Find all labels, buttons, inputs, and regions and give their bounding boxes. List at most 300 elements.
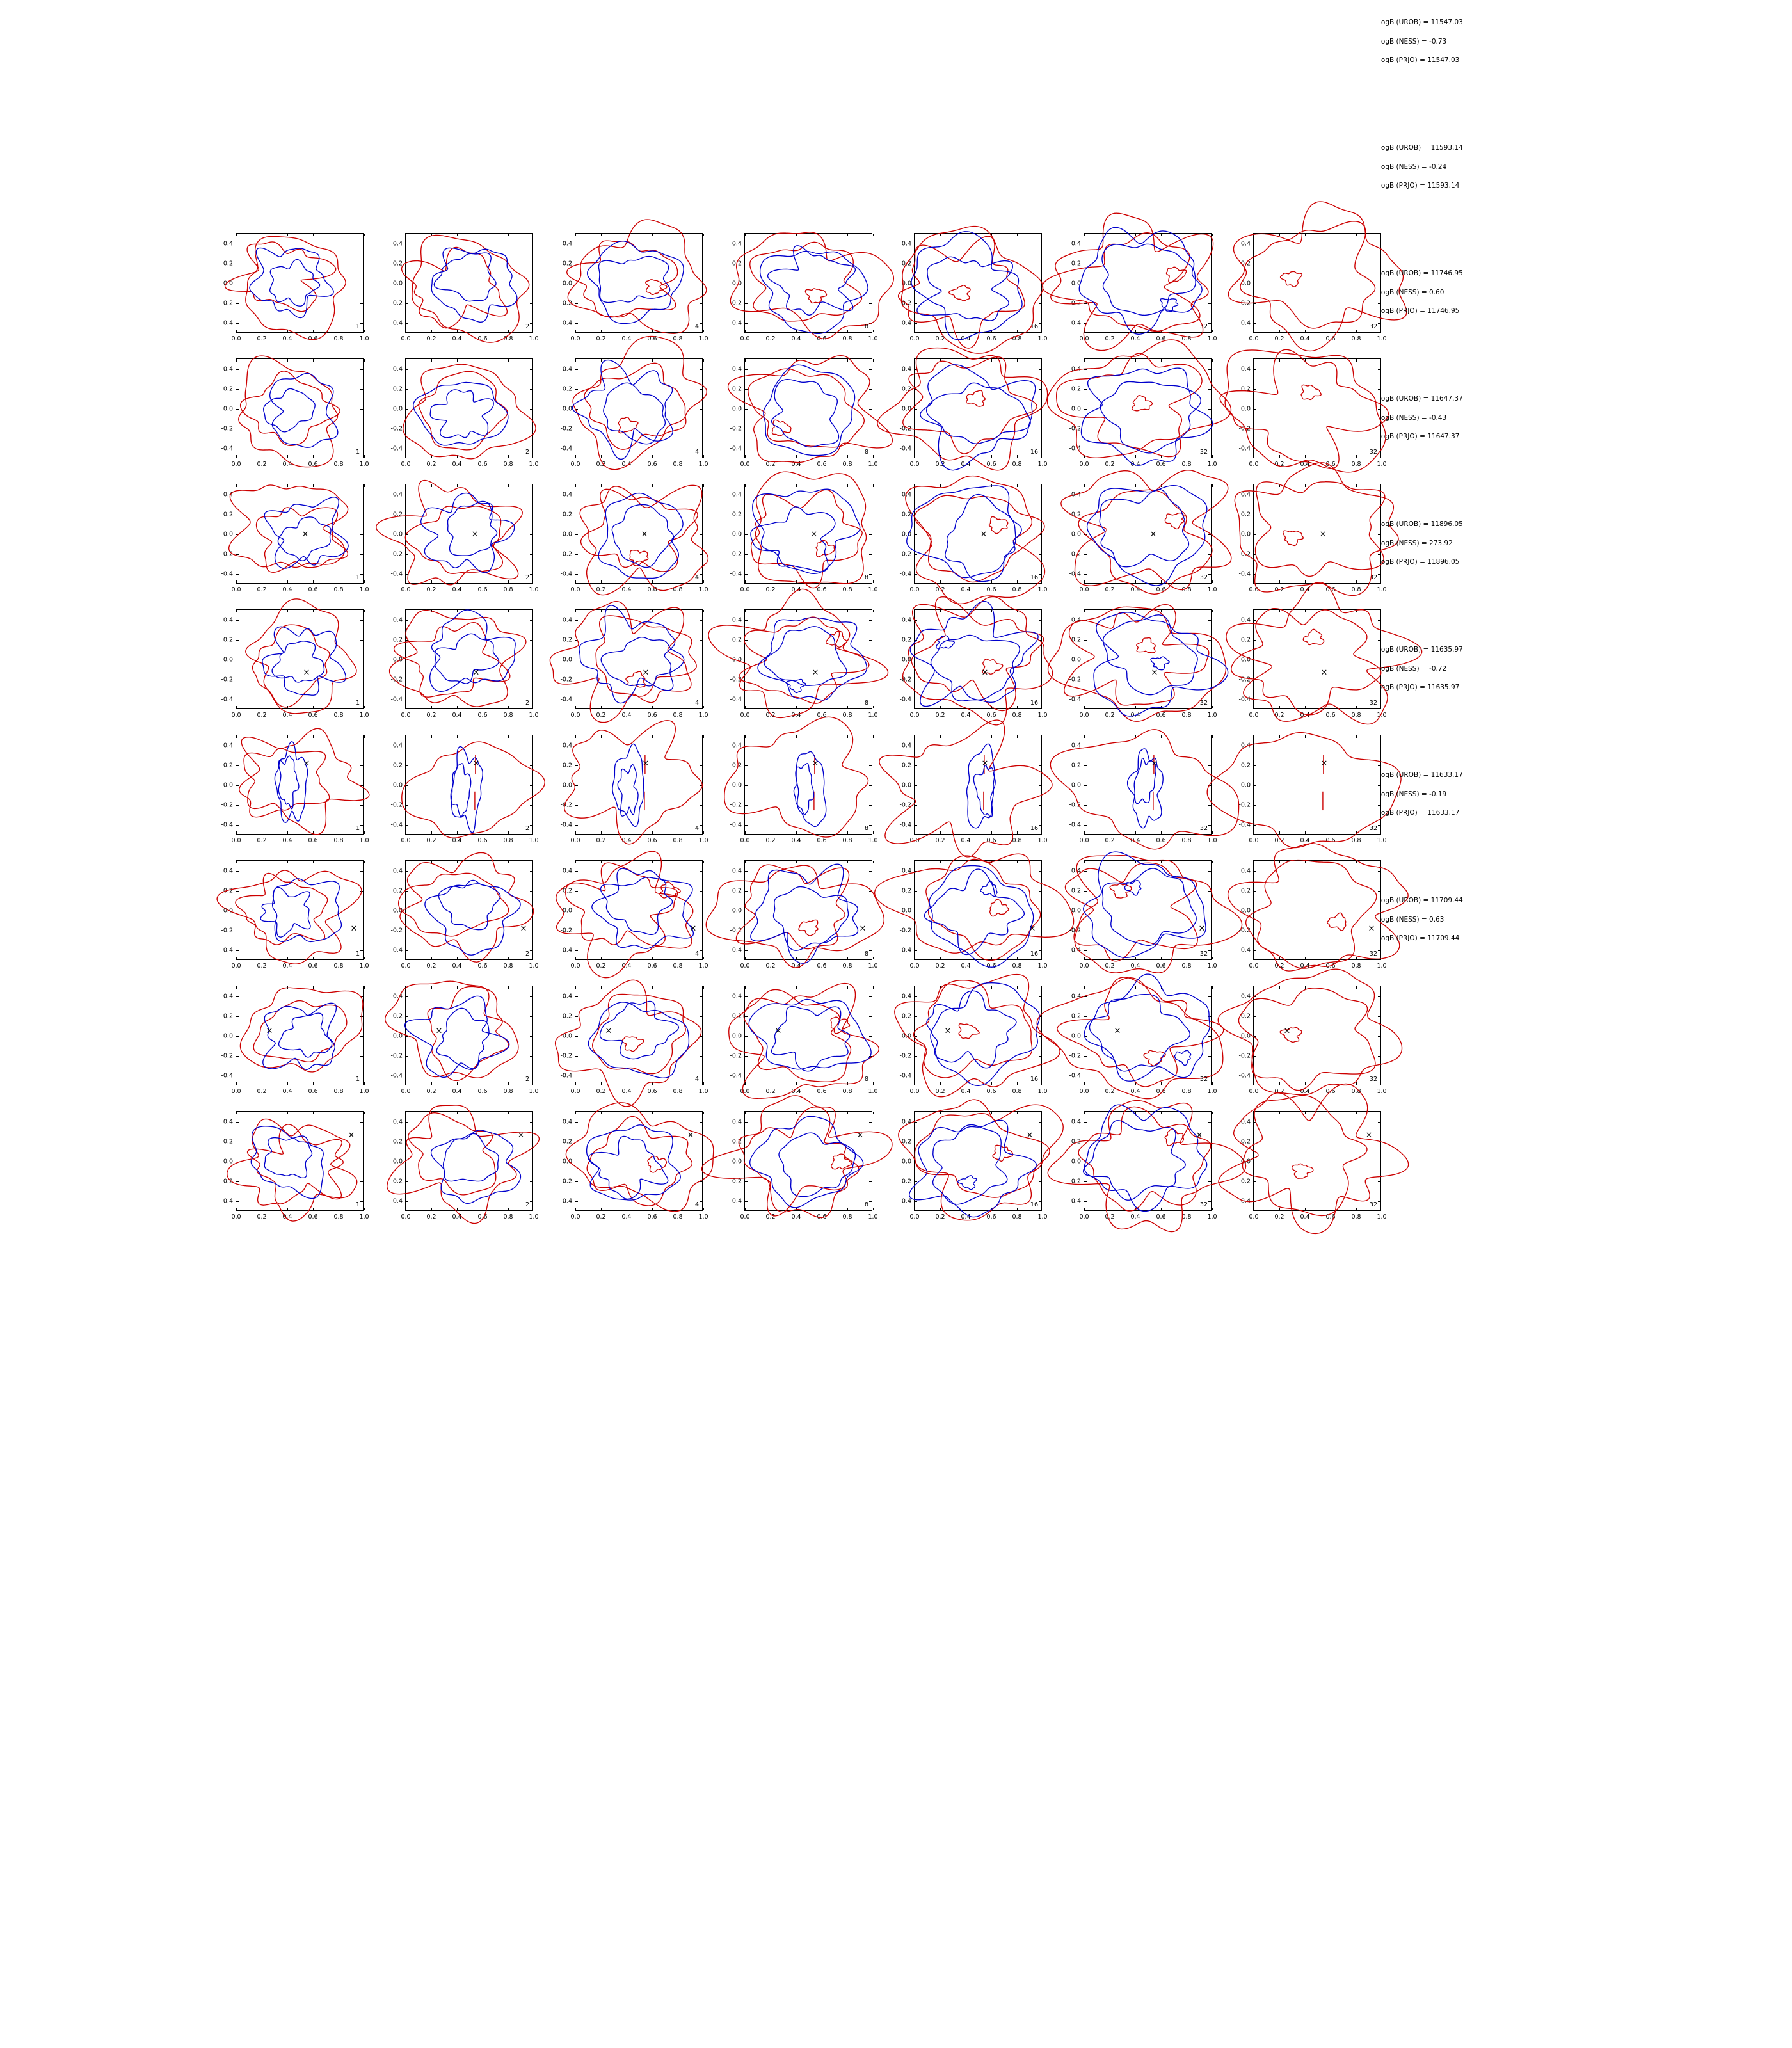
true-value-marker: ×: [1196, 1130, 1203, 1140]
x-tick-label: 0.4: [621, 963, 632, 970]
x-tick: [364, 484, 365, 487]
x-tick-label: 0.6: [1156, 712, 1166, 719]
contour-blue: [796, 751, 826, 826]
chart-panel[interactable]: [538, 481, 707, 607]
y-tick-label: 0.4: [1240, 365, 1251, 373]
y-tick-label: -0.2: [560, 676, 572, 684]
contour-blue: [279, 1013, 332, 1057]
y-tick-label: -0.2: [560, 801, 572, 809]
chart-panel[interactable]: [538, 732, 707, 858]
contour-red: [244, 749, 330, 810]
y-tick-label: 0.2: [1240, 260, 1251, 268]
true-value-marker: ×: [1151, 758, 1158, 769]
contour-red: [990, 899, 1009, 916]
x-tick-label: 0.2: [765, 335, 776, 342]
x-tick-label: 0.2: [1105, 1088, 1115, 1095]
y-tick-label: -0.2: [899, 676, 911, 684]
y-tick-label: 0.2: [223, 1012, 233, 1020]
x-tick-label: 1.0: [359, 837, 369, 844]
chart-panel[interactable]: [198, 1108, 368, 1234]
y-tick-label: -0.4: [221, 821, 233, 829]
x-tick: [873, 957, 874, 959]
true-value-marker: ×: [981, 758, 989, 769]
logb-ness: logB (NESS) = -0.73: [1379, 37, 1447, 45]
chart-panel[interactable]: [707, 1108, 877, 1234]
contour-blue: [772, 380, 839, 447]
y-tick-label: 0.2: [562, 636, 572, 644]
contour-curves: [1254, 986, 1380, 1085]
chart-panel[interactable]: [198, 356, 368, 481]
chart-panel[interactable]: [707, 481, 877, 607]
x-tick-label: 0.2: [765, 1088, 776, 1095]
x-tick-label: 1.0: [1377, 837, 1387, 844]
chart-panel[interactable]: [198, 481, 368, 607]
x-tick-label: 1.0: [1207, 837, 1217, 844]
contour-blue: [405, 996, 509, 1077]
contour-curves: [406, 986, 532, 1085]
contour-red: [1327, 913, 1346, 931]
x-tick: [873, 986, 874, 989]
chart-panel[interactable]: [368, 481, 538, 607]
x-tick: [873, 359, 874, 362]
contour-curves: [575, 1112, 702, 1210]
y-tick-label: 0.4: [562, 491, 572, 499]
contour-curves: [236, 234, 363, 332]
x-tick-label: 1.0: [1377, 712, 1387, 719]
x-tick-label: 0.2: [1274, 335, 1284, 342]
x-tick-label: 0.2: [596, 837, 606, 844]
x-tick-label: 0.6: [477, 586, 488, 593]
plot-area: [560, 735, 708, 844]
chart-panel[interactable]: [707, 356, 877, 481]
x-tick-label: 0.8: [673, 1213, 683, 1220]
x-tick: [873, 861, 874, 863]
contour-blue: [931, 635, 1020, 701]
x-tick-label: 0.2: [257, 335, 267, 342]
x-tick: [1212, 706, 1213, 708]
x-tick-label: 0.8: [1351, 461, 1361, 468]
panel-corner-label: 8: [864, 825, 868, 832]
x-tick-label: 0.4: [1300, 712, 1310, 719]
x-tick-label: 1.0: [359, 963, 369, 970]
true-value-marker: ×: [1319, 529, 1327, 540]
y-tick-label: -0.4: [560, 445, 572, 452]
y-tick-label: 0.0: [392, 1158, 403, 1165]
x-tick: [873, 706, 874, 708]
plot-area: [899, 860, 1048, 970]
x-tick-label: 1.0: [698, 586, 708, 593]
contour-blue: [262, 627, 346, 695]
contour-red: [580, 485, 708, 595]
chart-panel[interactable]: [198, 858, 368, 983]
x-tick-label: 1.0: [698, 335, 708, 342]
x-tick-label: 0.8: [673, 461, 683, 468]
chart-panel[interactable]: [877, 607, 1046, 732]
contour-red: [899, 236, 1025, 348]
y-tick-label: -0.2: [899, 927, 911, 934]
x-tick-label: 0.2: [426, 712, 436, 719]
x-tick-label: 0.8: [333, 1213, 344, 1220]
y-tick-label: -0.4: [560, 319, 572, 327]
x-tick: [703, 1208, 704, 1210]
panel-row: [198, 607, 1734, 732]
x-tick: [1212, 484, 1213, 487]
chart-panel[interactable]: [877, 356, 1046, 481]
x-tick-label: 0.2: [1274, 1213, 1284, 1220]
y-tick-label: -0.4: [390, 570, 403, 578]
y-tick-label: 0.0: [1240, 280, 1251, 287]
x-tick: [703, 484, 704, 487]
x-tick-label: 0.0: [909, 1213, 920, 1220]
contour-blue: [270, 373, 338, 447]
contour-red: [959, 1024, 979, 1039]
x-tick-label: 0.4: [1300, 586, 1310, 593]
y-tick-label: 0.4: [901, 616, 911, 624]
y-tick-label: -0.4: [1069, 947, 1081, 954]
y-tick-label: 0.0: [223, 781, 233, 789]
x-tick-label: 0.6: [308, 1213, 318, 1220]
chart-panel[interactable]: [368, 732, 538, 858]
plot-area: [730, 358, 878, 468]
y-tick-label: 0.2: [732, 887, 742, 895]
x-tick-label: 0.0: [231, 963, 241, 970]
x-tick: [1212, 330, 1213, 332]
plot-area: [221, 1111, 369, 1220]
chart-panel[interactable]: [877, 983, 1046, 1108]
logb-prjo: logB (PRJO) = 11746.95: [1379, 307, 1460, 315]
y-tick-label: -0.2: [390, 676, 403, 684]
chart-panel[interactable]: [1216, 1108, 1386, 1234]
contour-red: [739, 1107, 859, 1216]
x-tick-label: 0.4: [621, 461, 632, 468]
x-tick-label: 0.8: [673, 586, 683, 593]
chart-panel[interactable]: [707, 983, 877, 1108]
y-tick-label: 0.0: [1240, 907, 1251, 915]
x-tick: [1212, 359, 1213, 362]
x-tick-label: 0.4: [1130, 1088, 1140, 1095]
x-tick-label: 0.0: [570, 1088, 580, 1095]
contour-red: [1057, 977, 1224, 1087]
x-tick-label: 0.0: [740, 712, 750, 719]
x-tick-label: 0.2: [257, 461, 267, 468]
y-tick-label: 0.2: [562, 887, 572, 895]
y-tick-label: 0.2: [223, 1138, 233, 1146]
chart-panel[interactable]: [1046, 607, 1216, 732]
y-tick-label: -0.2: [730, 1178, 742, 1185]
contour-blue: [758, 618, 867, 700]
chart-panel[interactable]: [1046, 732, 1216, 858]
x-tick-label: 1.0: [1207, 1088, 1217, 1095]
y-tick-label: 0.4: [901, 365, 911, 373]
x-tick: [873, 1082, 874, 1085]
true-value-marker: ×: [348, 1130, 355, 1140]
y-tick-label: 0.4: [392, 993, 403, 1000]
contour-curves: [1254, 234, 1380, 332]
chart-panel[interactable]: [1046, 858, 1216, 983]
y-tick-label: 0.4: [562, 867, 572, 875]
x-tick-label: 0.0: [1079, 963, 1089, 970]
y-tick-label: 0.0: [732, 280, 742, 287]
x-tick-label: 0.2: [765, 712, 776, 719]
x-tick-label: 1.0: [1377, 963, 1387, 970]
chart-panel[interactable]: [198, 607, 368, 732]
contour-curves: [575, 610, 702, 708]
chart-panel[interactable]: [538, 858, 707, 983]
chart-panel[interactable]: [877, 230, 1046, 356]
contour-red: [227, 1119, 357, 1221]
chart-panel[interactable]: [198, 230, 368, 356]
x-tick: [364, 861, 365, 863]
chart-panel[interactable]: [1046, 983, 1216, 1108]
y-tick-label: -0.2: [560, 550, 572, 558]
x-tick-label: 0.2: [426, 963, 436, 970]
contour-red: [772, 420, 790, 436]
y-tick-label: -0.2: [899, 801, 911, 809]
plot-area: [1069, 358, 1217, 468]
y-tick-label: -0.2: [390, 1052, 403, 1060]
y-tick-label: -0.4: [730, 1197, 742, 1205]
contour-red: [751, 490, 863, 588]
x-tick-label: 1.0: [1037, 461, 1048, 468]
y-tick-label: -0.2: [1238, 550, 1251, 558]
x-tick-label: 0.6: [647, 586, 657, 593]
contour-curves: [406, 1112, 532, 1210]
x-tick-label: 0.2: [426, 1213, 436, 1220]
chart-panel[interactable]: [1216, 607, 1386, 732]
x-tick-label: 0.8: [1012, 461, 1022, 468]
true-value-marker: ×: [944, 1026, 952, 1036]
chart-panel[interactable]: [1046, 356, 1216, 481]
x-tick-label: 0.6: [308, 335, 318, 342]
x-tick-label: 0.4: [1130, 837, 1140, 844]
chart-panel[interactable]: [368, 230, 538, 356]
x-tick-label: 0.2: [1274, 712, 1284, 719]
x-tick-label: 0.4: [452, 712, 462, 719]
y-tick-label: 0.2: [1240, 385, 1251, 393]
contour-curves: [745, 735, 872, 834]
x-tick-label: 0.0: [570, 963, 580, 970]
plot-area: [899, 233, 1048, 342]
chart-panel[interactable]: [877, 481, 1046, 607]
chart-panel[interactable]: [198, 732, 368, 858]
logb-ness: logB (NESS) = -0.72: [1379, 664, 1447, 673]
y-tick-label: -0.2: [1069, 1178, 1081, 1185]
logb-prjo: logB (PRJO) = 11547.03: [1379, 56, 1460, 64]
contour-blue: [794, 764, 813, 815]
x-tick-label: 0.2: [1105, 461, 1115, 468]
chart-panel[interactable]: [1046, 481, 1216, 607]
true-value-marker: ×: [1026, 1130, 1034, 1140]
x-tick-label: 1.0: [868, 963, 878, 970]
true-value-marker: ×: [981, 668, 989, 678]
x-tick-label: 0.8: [1181, 963, 1192, 970]
chart-panel[interactable]: [707, 230, 877, 356]
plot-area: [560, 860, 708, 970]
contour-blue: [572, 360, 673, 460]
chart-panel[interactable]: [1216, 858, 1386, 983]
chart-panel[interactable]: [1216, 732, 1386, 858]
y-tick-label: 0.0: [562, 781, 572, 789]
chart-panel[interactable]: [1216, 481, 1386, 607]
x-tick-label: 1.0: [1377, 335, 1387, 342]
y-tick-label: 0.2: [1071, 762, 1081, 769]
plot-area: [899, 609, 1048, 719]
chart-panel[interactable]: [1216, 230, 1386, 356]
y-tick-label: 0.4: [1071, 867, 1081, 875]
plot-area: [221, 358, 369, 468]
y-tick-label: 0.0: [223, 405, 233, 413]
chart-panel[interactable]: [198, 983, 368, 1108]
true-value-marker: ×: [435, 1026, 443, 1036]
contour-red: [831, 1154, 852, 1169]
chart-panel[interactable]: [368, 983, 538, 1108]
y-tick-label: 0.2: [732, 260, 742, 268]
chart-panel[interactable]: [707, 732, 877, 858]
contour-curves: [1254, 861, 1380, 959]
y-tick-label: -0.4: [390, 445, 403, 452]
contour-curves: [236, 1112, 363, 1210]
chart-panel[interactable]: [368, 607, 538, 732]
contour-red: [587, 1117, 692, 1206]
chart-panel[interactable]: [707, 858, 877, 983]
row-stats: [1379, 897, 1463, 954]
contour-curves: [915, 359, 1041, 458]
true-value-marker: ×: [303, 668, 310, 678]
y-tick-label: -0.2: [899, 1178, 911, 1185]
contour-blue: [1084, 1121, 1186, 1200]
x-tick-label: 1.0: [1377, 1088, 1387, 1095]
contour-curves: [1084, 234, 1211, 332]
y-tick-label: -0.4: [1238, 821, 1251, 829]
chart-panel[interactable]: [368, 1108, 538, 1234]
x-tick-label: 0.6: [1325, 461, 1336, 468]
y-tick-label: 0.0: [562, 1032, 572, 1040]
y-tick-label: -0.2: [899, 425, 911, 433]
x-tick-label: 1.0: [698, 1213, 708, 1220]
y-tick-label: 0.4: [1240, 742, 1251, 749]
chart-panel[interactable]: [368, 356, 538, 481]
x-tick-label: 0.2: [426, 335, 436, 342]
x-tick-label: 1.0: [1037, 837, 1048, 844]
y-tick-label: -0.2: [730, 1052, 742, 1060]
x-tick-label: 0.4: [791, 461, 801, 468]
chart-panel[interactable]: [707, 607, 877, 732]
y-tick-label: -0.4: [899, 821, 911, 829]
x-tick-label: 0.2: [257, 963, 267, 970]
x-tick-label: 0.0: [401, 1213, 411, 1220]
y-tick-label: -0.4: [1069, 445, 1081, 452]
contour-curves: [236, 735, 363, 834]
y-tick-label: -0.2: [899, 1052, 911, 1060]
logb-prjo: logB (PRJO) = 11647.37: [1379, 433, 1460, 440]
chart-panel[interactable]: [538, 607, 707, 732]
y-tick-label: -0.2: [899, 550, 911, 558]
x-tick: [364, 330, 365, 332]
x-tick: [1212, 861, 1213, 863]
y-tick-label: 0.0: [1240, 1032, 1251, 1040]
y-tick-label: -0.2: [730, 927, 742, 934]
x-tick-label: 0.0: [1249, 461, 1259, 468]
panel-corner-label: 32: [1369, 1201, 1377, 1208]
x-tick-label: 1.0: [529, 837, 539, 844]
plot-area: [560, 484, 708, 593]
x-tick-label: 0.0: [1249, 1088, 1259, 1095]
y-tick-label: -0.4: [560, 570, 572, 578]
chart-panel[interactable]: [1216, 983, 1386, 1108]
plot-area: [221, 860, 369, 970]
true-value-marker: ×: [1320, 758, 1328, 769]
panel-corner-label: 32: [1369, 700, 1377, 707]
x-tick-label: 0.0: [231, 837, 241, 844]
contour-blue: [1089, 974, 1210, 1081]
panel-corner-label: 8: [864, 1201, 868, 1208]
x-tick-label: 0.0: [1079, 335, 1089, 342]
chart-panel[interactable]: [368, 858, 538, 983]
chart-panel[interactable]: [538, 230, 707, 356]
chart-panel[interactable]: [1046, 230, 1216, 356]
y-tick-label: 0.0: [732, 656, 742, 664]
contour-blue: [750, 1116, 863, 1208]
x-tick-label: 1.0: [868, 335, 878, 342]
contour-red: [1238, 988, 1375, 1091]
chart-panel[interactable]: [877, 1108, 1046, 1234]
x-tick-label: 0.2: [935, 1213, 945, 1220]
x-tick-label: 0.0: [740, 461, 750, 468]
x-tick-label: 0.2: [257, 586, 267, 593]
x-tick-label: 0.6: [817, 1088, 827, 1095]
y-tick-label: 0.0: [392, 531, 403, 538]
chart-panel[interactable]: [877, 732, 1046, 858]
y-tick-label: -0.4: [221, 445, 233, 452]
y-tick-label: -0.4: [1069, 821, 1081, 829]
x-tick: [703, 706, 704, 708]
x-tick-label: 0.0: [740, 335, 750, 342]
x-tick-label: 0.2: [426, 586, 436, 593]
x-tick-label: 0.2: [1274, 461, 1284, 468]
plot-area: [1069, 609, 1217, 719]
contour-curves: [575, 861, 702, 959]
y-tick-label: -0.2: [1238, 300, 1251, 307]
plot-area: [730, 1111, 878, 1220]
row-stats: [1379, 521, 1463, 578]
x-tick-label: 0.6: [817, 1213, 827, 1220]
x-tick: [1212, 831, 1213, 834]
y-tick-label: -0.4: [221, 1197, 233, 1205]
contour-blue: [435, 634, 499, 684]
logb-urob: logB (UROB) = 11647.37: [1379, 395, 1463, 403]
contour-curves: [575, 234, 702, 332]
panel-corner-label: 4: [694, 1201, 699, 1208]
x-tick-label: 0.8: [842, 963, 852, 970]
x-tick: [873, 580, 874, 583]
x-tick-label: 0.6: [647, 1088, 657, 1095]
chart-panel[interactable]: [538, 983, 707, 1108]
x-tick: [703, 986, 704, 989]
y-tick-label: 0.0: [1240, 531, 1251, 538]
chart-panel[interactable]: [1046, 1108, 1216, 1234]
chart-panel[interactable]: [538, 356, 707, 481]
chart-panel[interactable]: [1216, 356, 1386, 481]
true-value-marker: ×: [1028, 924, 1036, 934]
chart-panel[interactable]: [538, 1108, 707, 1234]
x-tick-label: 0.2: [935, 712, 945, 719]
chart-panel[interactable]: [877, 858, 1046, 983]
y-tick-label: -0.4: [1238, 1197, 1251, 1205]
x-tick-label: 0.4: [1130, 963, 1140, 970]
y-tick-label: 0.0: [732, 531, 742, 538]
plot-area: [1069, 1111, 1217, 1220]
plot-area: [390, 860, 539, 970]
